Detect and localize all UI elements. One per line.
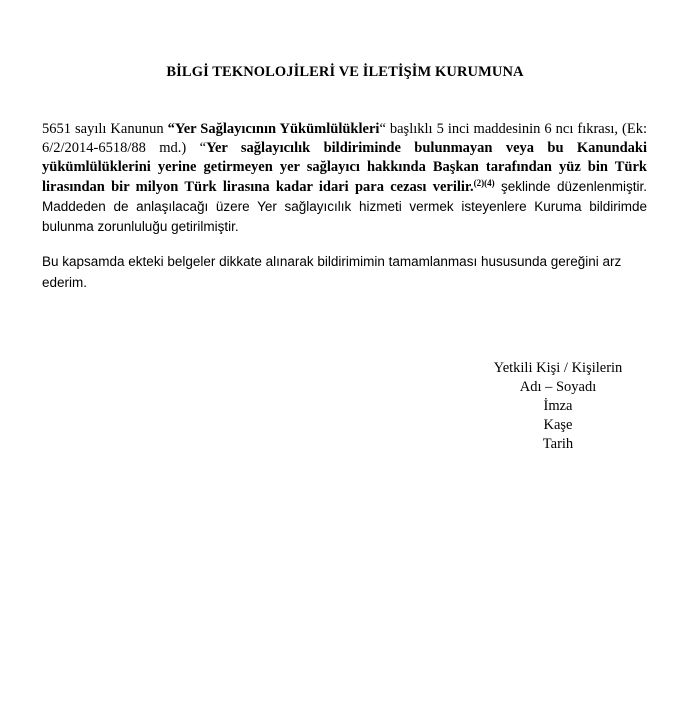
law-paragraph (42, 120, 647, 237)
request-paragraph: Bu kapsamda ekteki belgeler dikkate alınarak bildirimimin tamamlanması hususunda gereğini arz ederim. (42, 254, 622, 290)
signature-authorized-person: Yetkili Kişi / Kişilerin (493, 360, 623, 376)
footnote-ref: (2)(4) (473, 178, 495, 188)
law-text-1: 5651 sayılı Kanunun (42, 121, 168, 137)
document-title: BİLGİ TEKNOLOJİLERİ VE İLETİŞİM KURUMUNA (166, 64, 524, 80)
signature-stamp: Kaşe (543, 417, 573, 433)
signature-date: Tarih (542, 436, 574, 452)
law-text-3: şeklinde düzenlenmiştir. Maddeden de anlaşılacağı üzere Yer sağlayıcılık hizmeti vermek isteyenlere Kuruma bildirimde bulunma zorunluluğu getirilmiştir. (42, 179, 647, 234)
law-text-2: “ başlıklı 5 inci maddesinin 6 ncı fıkrası, (Ek: 6/2/2014-6518/88 md.) “ (42, 121, 647, 156)
law-bold-2: Yer sağlayıcılık bildiriminde bulunmayan veya bu Kanundaki yükümlülüklerini yerine getirmeyen yer sağlayıcı hakkında Başkan tarafından yüz bin Türk lirasından bir milyon Türk lirasına kadar idari para cezası verilir. (42, 140, 647, 195)
law-bold-1: “Yer Sağlayıcının Yükümlülükleri (167, 121, 380, 137)
signature-name-surname: Adı – Soyadı (519, 379, 597, 395)
signature-signature: İmza (543, 398, 573, 414)
signature-block (460, 359, 656, 454)
